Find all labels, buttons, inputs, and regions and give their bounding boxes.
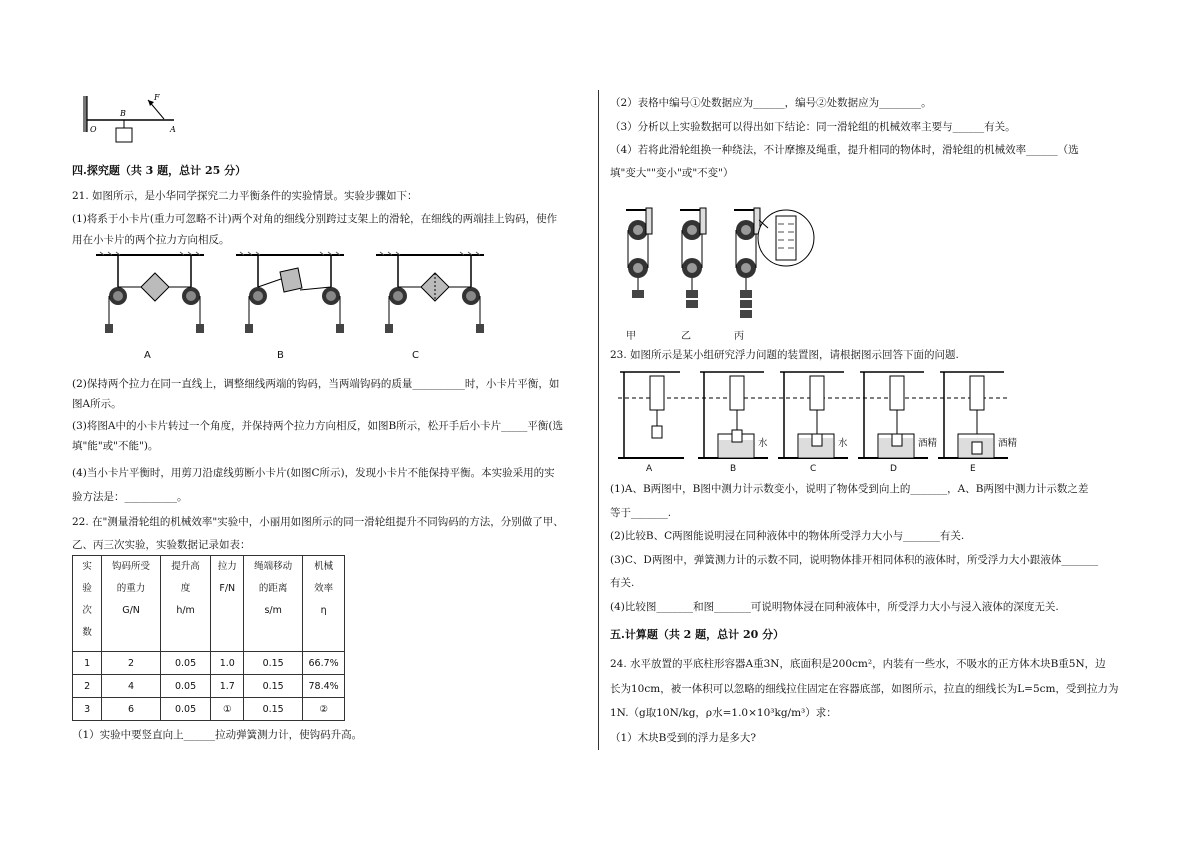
table-row: 3 6 0.05 ① 0.15 ② [73,698,345,721]
q21-step2: (2)保持两个拉力在同一直线上，调整细线两端的钩码，当两端钩码的质量__________时，小卡片平衡，如 [72,378,560,390]
q24-line1: 24. 水平放置的平底柱形容器A重3N，底面积是200cm²，内装有一些水，不吸水的正方体木块B重5N，边 [610,658,1106,670]
figure-label-jia: 甲 [626,331,636,342]
table-row: 2 4 0.05 1.7 0.15 78.4% [73,675,345,698]
q24-part1: （1）木块B受到的浮力是多大? [610,732,757,744]
q22-part2: （2）表格中编号①处数据应为______，编号②处数据应为________。 [610,97,932,109]
q21-step2-cont: 图A所示。 [72,398,122,410]
section-4-title: 四.探究题（共 3 题，总计 25 分） [72,164,247,177]
q22-intro: 22. 在"测量滑轮组的机械效率"实验中，小丽用如图所示的同一滑轮组提升不同钩码的方法，分别做了甲、 [72,516,564,528]
q23-part1-cont: 等于_______. [610,507,672,519]
q23-part1: (1)A、B两图中，B图中测力计示数变小，说明了物体受到向上的_______，A、B两图中测力计示数之差 [610,483,1089,495]
figure-label-yi: 乙 [681,331,691,342]
q24-line3: 1N.（g取10N/kg，ρ水=1.0×10³kg/m³）求： [610,707,837,719]
pulley-figure-a [96,252,206,342]
q22-part4-cont: 填"变大""变小"或"不变"） [610,167,734,179]
q21-intro: 21. 如图所示，是小华同学探究二力平衡条件的实验情景。实验步骤如下： [72,190,418,202]
q21-step1: (1)将系于小卡片(重力可忽略不计)两个对角的细线分别跨过支架上的滑轮，在细线的两端挂上钩码，使作 [72,213,558,225]
q23-part3: (3)C、D两图中，弹簧测力计的示数不同，说明物体排开相同体积的液体时，所受浮力大小跟液体_______ [610,554,1099,566]
stand-a [618,372,684,458]
figure-label-bing: 丙 [734,331,744,342]
lever-label: A [170,125,176,134]
buoyancy-figure [618,368,1018,464]
pulley-figure-b [236,252,346,342]
q21-step1-cont: 用在小卡片的两个拉力方向相反。 [72,234,230,246]
q23-part2: (2)比较B、C两图能说明浸在同种液体中的物体所受浮力大小与_______有关. [610,530,965,542]
q22-part3: （3）分析以上实验数据可以得出如下结论：同一滑轮组的机械效率主要与______有关。 [610,121,1016,133]
q21-step3: (3)将图A中的小卡片转过一个角度，并保持两个拉力方向相反，如图B所示，松开手后小卡片_____平衡(选 [72,420,564,432]
figure-label-a: A [646,464,653,474]
q22-data-table [72,555,345,721]
figure-label-b: B [277,350,284,361]
figure-label-e: E [970,464,976,474]
q22-part4: （4）若将此滑轮组换一种绕法，不计摩擦及绳重，提升相同的物体时，滑轮组的机械效率______（选 [610,144,1079,156]
table-header: 拉力 F/N [211,556,244,652]
figure-label-d: D [890,464,897,474]
liquid-label: 酒精 [998,438,1018,449]
figure-label-c: C [810,464,817,474]
column-divider [598,90,599,750]
lever-figure [82,92,182,137]
table-header: 钩码所受 的重力 G/N [102,556,160,652]
table-header: 绳端移动 的距离 s/m [244,556,303,652]
q21-step3-cont: 填"能"或"不能")。 [72,440,159,452]
table-header: 机械 效率 η [303,556,345,652]
lever-label: F [154,93,160,102]
figure-label-a: A [144,350,151,361]
q23-part4: (4)比较图_______和图_______可说明物体浸在同种液体中，所受浮力大小与浸入液体的深度无关. [610,601,1059,613]
q23-part3-cont: 有关. [610,577,635,589]
liquid-label: 水 [758,438,768,449]
q23-intro: 23. 如图所示是某小组研究浮力问题的装置图，请根据图示回答下面的问题. [610,349,959,361]
q24-line2: 长为10cm，被一体积可以忽略的细线拉住固定在容器底部，如图所示，拉直的细线长为L=5cm，受到拉力为 [610,683,1119,695]
lever-label: B [120,109,126,118]
q21-step4: (4)当小卡片平衡时，用剪刀沿虚线剪断小卡片(如图C所示)，发现小卡片不能保持平衡。本实验采用的实 [72,467,555,479]
q21-step4-cont: 验方法是：__________。 [72,491,188,503]
figure-label-c: C [412,350,419,361]
table-header: 实 验 次 数 [73,556,102,652]
liquid-label: 水 [838,438,848,449]
q22-intro-cont: 乙、丙三次实验，实验数据记录如表： [72,539,251,551]
pulley-figure-c [376,252,486,342]
figure-label-b: B [730,464,737,474]
q22-part1: （1）实验中要竖直向上______拉动弹簧测力计，使钩码升高。 [72,729,363,741]
section-5-title: 五.计算题（共 2 题，总计 20 分） [610,628,785,641]
table-header: 提升高 度 h/m [160,556,211,652]
pulley-block-figure [618,190,818,325]
lever-label: O [90,125,97,134]
table-row: 1 2 0.05 1.0 0.15 66.7% [73,652,345,675]
liquid-label: 酒精 [918,438,938,449]
